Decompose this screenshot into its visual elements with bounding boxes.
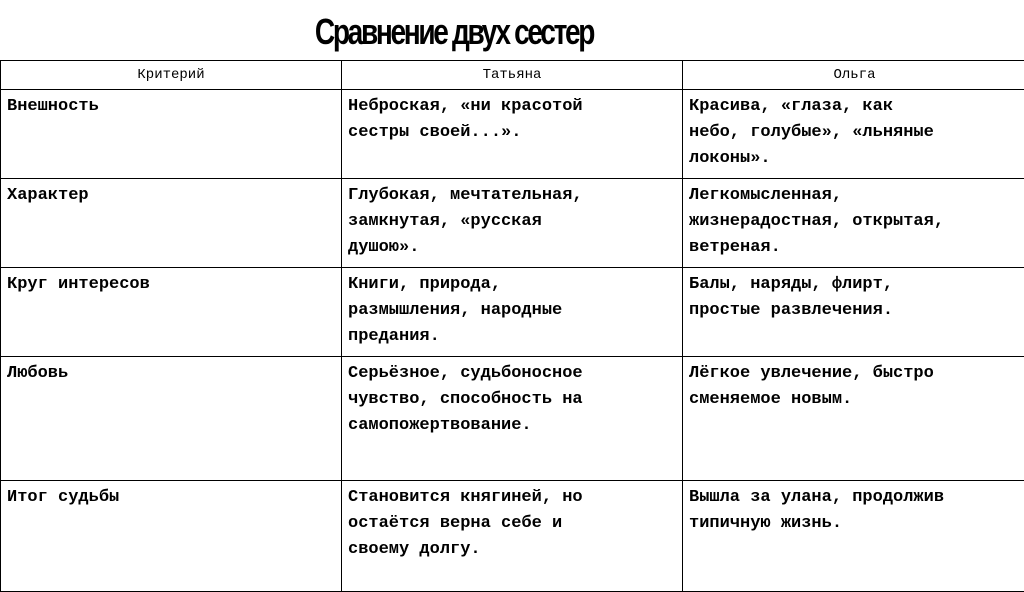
cell-line: предания. — [348, 324, 676, 350]
cell-line: Красива, «глаза, как — [689, 94, 1020, 120]
cell-line: Глубокая, мечтательная, — [348, 183, 676, 209]
table-row — [1, 179, 1024, 268]
cell-line: сестры своей...». — [348, 120, 676, 146]
cell-criterion — [1, 179, 342, 268]
cell-line: Балы, наряды, флирт, — [689, 272, 1020, 298]
cell-line: остаётся верна себе и — [348, 511, 676, 537]
cell-line: своему долгу. — [348, 537, 676, 563]
cell-tatiana — [342, 179, 683, 268]
cell-line: Становится княгиней, но — [348, 485, 676, 511]
cell-line: Любовь — [7, 361, 335, 387]
cell-line: типичную жизнь. — [689, 511, 1020, 537]
cell-line: замкнутая, «русская — [348, 209, 676, 235]
cell-criterion — [1, 481, 342, 592]
cell-line: Вышла за улана, продолжив — [689, 485, 1020, 511]
cell-line: простые развлечения. — [689, 298, 1020, 324]
cell-criterion — [1, 357, 342, 481]
cell-line: самопожертвование. — [348, 413, 676, 439]
cell-line: Круг интересов — [7, 272, 335, 298]
cell-line: ветреная. — [689, 235, 1020, 261]
cell-tatiana — [342, 90, 683, 179]
cell-line: Лёгкое увлечение, быстро — [689, 361, 1020, 387]
cell-line: небо, голубые», «льняные — [689, 120, 1020, 146]
cell-line: Легкомысленная, — [689, 183, 1020, 209]
cell-olga — [683, 357, 1024, 481]
cell-olga — [683, 481, 1024, 592]
cell-criterion — [1, 90, 342, 179]
cell-olga — [683, 268, 1024, 357]
cell-line: Серьёзное, судьбоносное — [348, 361, 676, 387]
comparison-table — [0, 60, 1024, 592]
table-row — [1, 268, 1024, 357]
cell-line: Итог судьбы — [7, 485, 335, 511]
table-row — [1, 90, 1024, 179]
table-row — [1, 357, 1024, 481]
header-olga: Ольга — [683, 61, 1024, 90]
cell-tatiana — [342, 357, 683, 481]
cell-line: чувство, способность на — [348, 387, 676, 413]
header-tatiana: Татьяна — [342, 61, 683, 90]
cell-olga — [683, 90, 1024, 179]
page-title: Сравнение двух сестер — [100, 10, 808, 54]
cell-olga — [683, 179, 1024, 268]
cell-line: Книги, природа, — [348, 272, 676, 298]
header-criterion: Критерий — [1, 61, 342, 90]
cell-line: Характер — [7, 183, 335, 209]
cell-line: жизнерадостная, открытая, — [689, 209, 1020, 235]
cell-line: Внешность — [7, 94, 335, 120]
cell-line: размышления, народные — [348, 298, 676, 324]
table-header-row — [1, 61, 1024, 90]
cell-tatiana — [342, 481, 683, 592]
cell-line: душою». — [348, 235, 676, 261]
cell-line: сменяемое новым. — [689, 387, 1020, 413]
cell-tatiana — [342, 268, 683, 357]
table-row — [1, 481, 1024, 592]
cell-line: локоны». — [689, 146, 1020, 172]
cell-line: Неброская, «ни красотой — [348, 94, 676, 120]
cell-criterion — [1, 268, 342, 357]
